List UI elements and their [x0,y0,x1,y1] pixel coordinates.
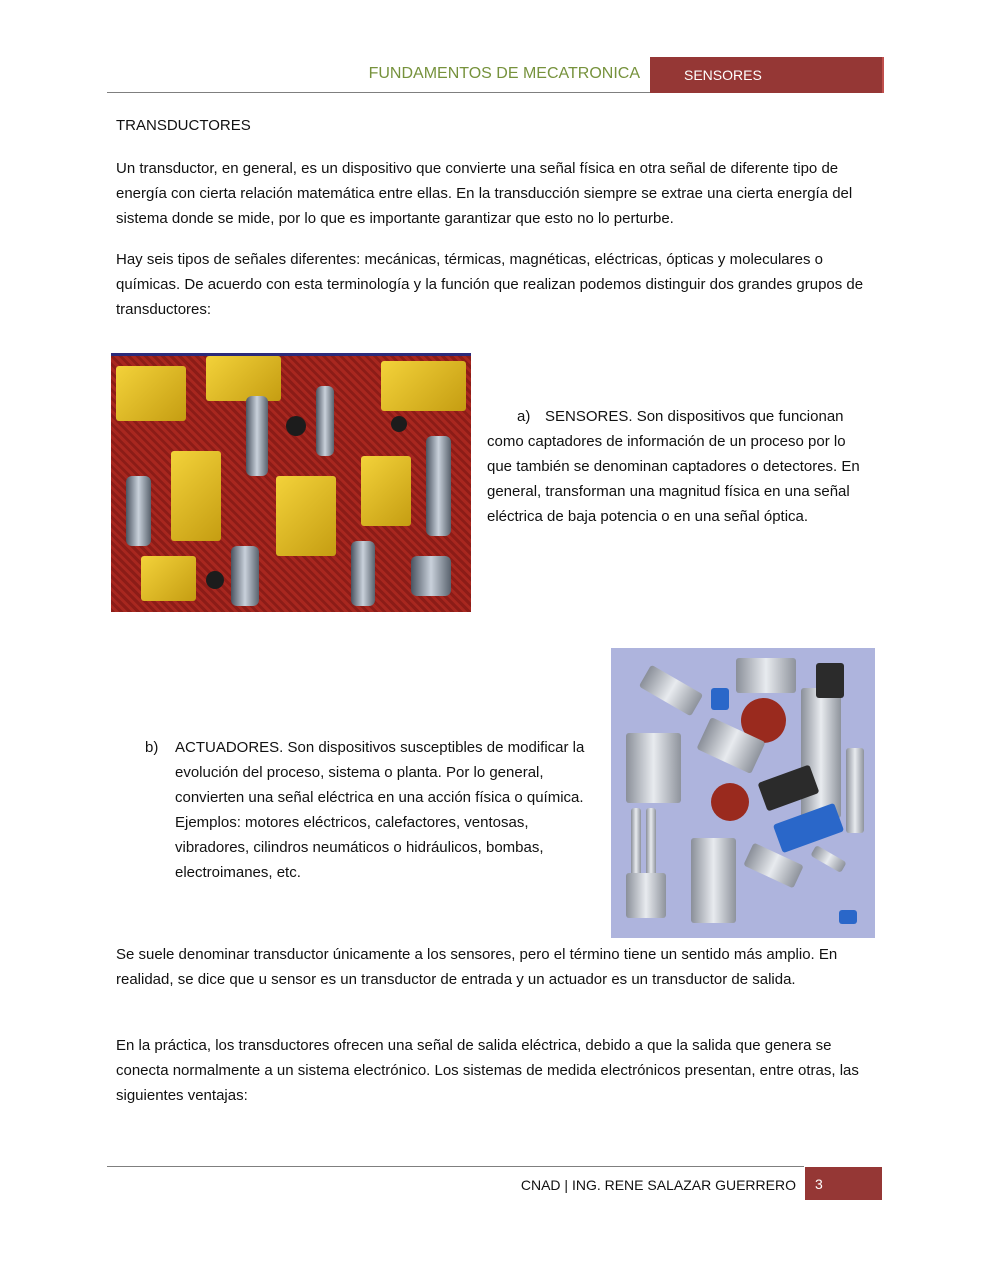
paragraph-4: En la práctica, los transductores ofrecen una señal de salida eléctrica, debido a que la salida que genera se conecta normalmente a un sistema electrónico. Los sistemas de medida electrónicos presentan, entre otras, las siguientes ventajas: [116,1037,859,1104]
footer-text: CNAD | ING. RENE SALAZAR GUERRERO [520,1177,796,1193]
page-number-box [805,1167,882,1200]
actuators-item-label: b) [145,739,159,756]
header-title: FUNDAMENTOS DE MECATRONICA [368,65,640,82]
paragraph-3: Se suele denominar transductor únicamente a los sensores, pero el término tiene un sentido más amplio. En realidad, se dice que u sensor es un transductor de entrada y un actuador es un transductor de salida. [116,946,838,988]
actuators-item [145,735,600,885]
page-number: 3 [815,1176,823,1192]
actuators-item-text: ACTUADORES. Son dispositivos susceptibles de modificar la evolución del proceso, sistema o planta. Por lo general, convierten una señal eléctrica en una acción física o química. Ejemplos: motores eléctricos, calefactores, ventosas, vibradores, cilindros neumáticos o hidráulicos, bombas, electroimanes, etc. [175,739,585,881]
header-section-box [650,57,884,93]
actuators-photo [611,648,875,938]
sensors-item [487,404,872,529]
section-heading: TRANSDUCTORES [116,117,251,134]
paragraph-1: Un transductor, en general, es un dispositivo que convierte una señal física en otra señal de diferente tipo de energía con cierta relación matemática entre ellas. En la transducción siempre se extrae una cierta energía del sistema donde se mide, por lo que es importante garantizar que esto no lo perturbe. [116,160,853,227]
sensors-item-text: SENSORES. Son dispositivos que funcionan como captadores de información de un proceso por lo que también se denominan captadores o detectores. En general, transforman una magnitud física en una señal eléctrica de baja potencia o en una señal óptica. [487,408,860,525]
header-rule [107,92,650,93]
sensors-photo [111,353,471,612]
header-section-label: SENSORES [684,67,762,83]
footer-rule [107,1166,804,1167]
paragraph-2: Hay seis tipos de señales diferentes: mecánicas, térmicas, magnéticas, eléctricas, ópticas y moleculares o químicas. De acuerdo con esta terminología y la función que realizan podemos distinguir dos grandes grupos de transductores: [116,251,864,318]
sensors-item-label: a) [517,408,531,425]
